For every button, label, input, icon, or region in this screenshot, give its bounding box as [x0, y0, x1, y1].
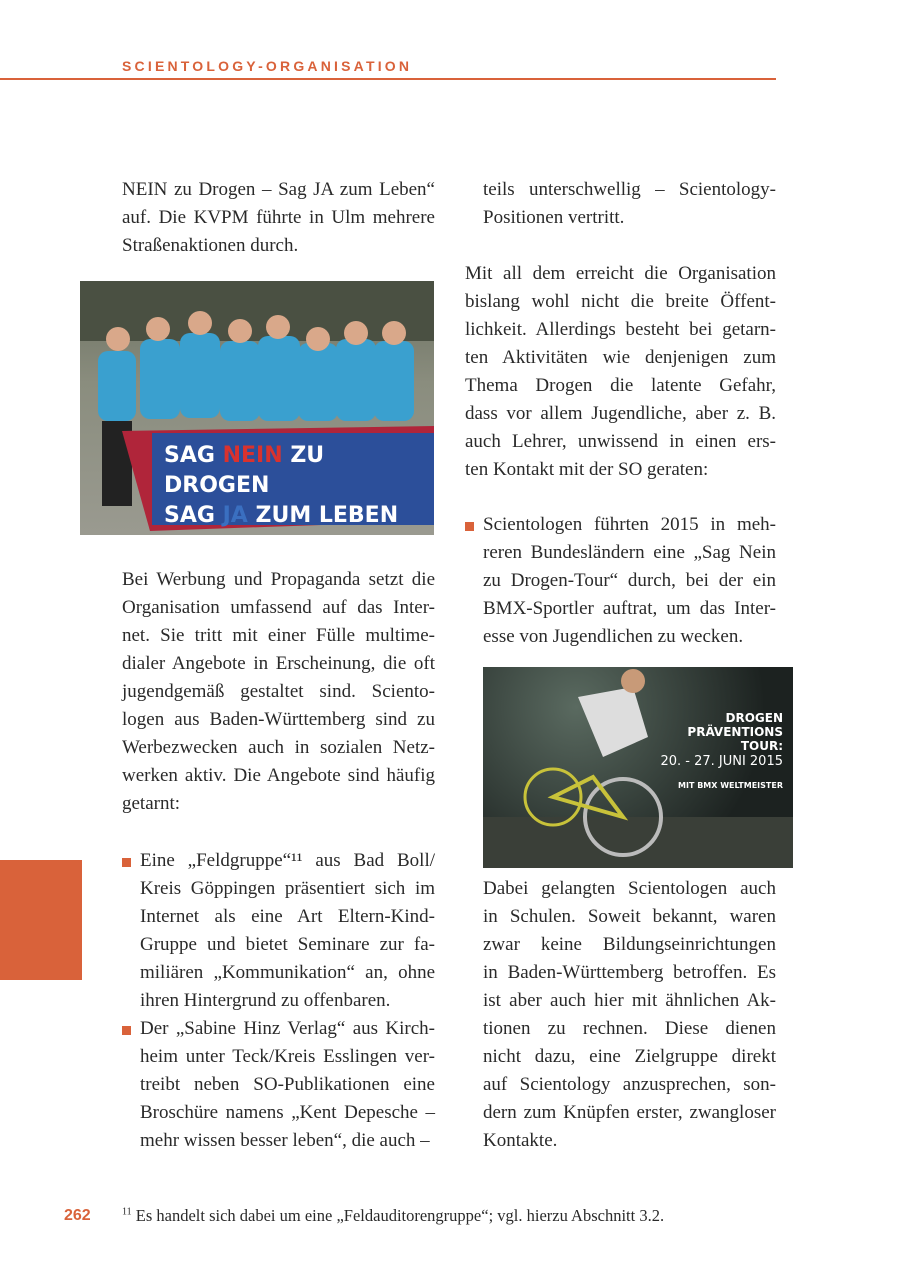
text-line: Eine „Feldgruppe“¹¹ aus Bad Boll/: [140, 850, 435, 871]
text-line: Organisation umfassend auf das Inter-: [122, 597, 435, 618]
text-line: zu Drogen-Tour“ durch, bei der ein: [483, 570, 776, 591]
text-line: heim unter Teck/Kreis Esslingen ver-: [140, 1046, 435, 1067]
banner-text: SAG: [164, 503, 215, 528]
footnote-text: Es handelt sich dabei um eine „Feldauditorengruppe“; vgl. hierzu Abschnitt 3.2.: [135, 1206, 665, 1225]
bullet-marker: [122, 1026, 131, 1035]
right-paragraph-1: [465, 260, 776, 484]
running-title: SCIENTOLOGY-ORGANISATION: [122, 58, 413, 74]
text-line: Mit all dem erreicht die Organisation: [465, 263, 776, 284]
left-paragraph: [122, 566, 435, 818]
text-line: ihren Hintergrund zu offenbaren.: [140, 990, 391, 1011]
side-tab-marker: [0, 860, 82, 980]
text-line: ist aber auch hier mit ähnlichen Ak-: [483, 990, 776, 1011]
banner-text: JA: [222, 503, 248, 528]
text-line: zwar keine Bildungseinrichtungen: [483, 934, 776, 955]
text-line: Scientologen führten 2015 in meh-: [483, 514, 776, 535]
text-line: Werbezwecken auch in sozialen Netz-: [122, 737, 435, 758]
left-bullet-2: [140, 1015, 435, 1155]
text-line: dern zum Knüpfen erster, zwangloser: [483, 1102, 776, 1123]
text-line: tionen zu rechnen. Diese dienen: [483, 1018, 776, 1039]
banner-text: SAG: [164, 443, 215, 468]
text-line: jugendgemäß gestaltet sind. Sciento-: [122, 681, 435, 702]
bullet-marker: [465, 522, 474, 531]
text-line: NEIN zu Drogen – Sag JA zum Leben“: [122, 179, 435, 200]
text-line: nicht dazu, eine Zielgruppe direkt: [483, 1046, 776, 1067]
text-line: teils unterschwellig – Scientology-: [483, 179, 776, 200]
poster-text: PRÄVENTIONS: [687, 725, 783, 739]
right-paragraph-2: [483, 875, 776, 1155]
text-line: Internet als eine Art Eltern-Kind-: [140, 906, 435, 927]
bullet-marker: [122, 858, 131, 867]
right-continuation: [483, 176, 776, 232]
text-line: Bei Werbung und Propaganda setzt die: [122, 569, 435, 590]
text-line: ten Kontakt mit der SO geraten:: [465, 459, 709, 480]
text-line: auch Lehrer, unwissend in einen ers-: [465, 431, 776, 452]
text-line: Kreis Göppingen präsentiert sich im: [140, 878, 435, 899]
text-line: bislang wohl nicht die breite Öffent-: [465, 291, 776, 312]
text-line: ten Aktivitäten wie denjenigen zum: [465, 347, 776, 368]
poster-text: DROGEN: [725, 711, 783, 725]
text-line: dialer Angebote in Erscheinung, die oft: [122, 653, 435, 674]
photo-info-stand: [80, 281, 434, 535]
banner-text: NEIN: [222, 443, 283, 468]
text-line: Thema Drogen die latente Gefahr,: [465, 375, 776, 396]
left-bullet-1: [140, 847, 435, 1015]
left-intro: [122, 176, 435, 260]
text-line: Dabei gelangten Scientologen auch: [483, 878, 776, 899]
header-rule: [0, 78, 776, 80]
page-number: 262: [64, 1207, 91, 1224]
text-line: miliären „Kommunikation“ an, ohne: [140, 962, 435, 983]
text-line: in Schulen. Soweit bekannt, waren: [483, 906, 776, 927]
text-line: treibt neben SO-Publikationen eine: [140, 1074, 435, 1095]
text-line: auf. Die KVPM führte in Ulm mehrere: [122, 207, 435, 228]
text-line: lichkeit. Allerdings besteht bei getarn-: [465, 319, 776, 340]
banner-text: ZU DROGEN: [164, 443, 325, 498]
text-line: esse von Jugendlichen zu wecken.: [483, 626, 744, 647]
text-line: getarnt:: [122, 793, 181, 814]
footnote-mark: 11: [122, 1206, 132, 1218]
text-line: logen aus Baden-Württemberg sind zu: [122, 709, 435, 730]
poster-text: 20. - 27. JUNI 2015: [660, 754, 783, 769]
text-line: Broschüre namens „Kent Depesche –: [140, 1102, 435, 1123]
right-bullet-1: [483, 511, 776, 651]
text-line: Der „Sabine Hinz Verlag“ aus Kirch-: [140, 1018, 435, 1039]
banner-text: ZUM LEBEN: [255, 503, 399, 528]
poster-text: TOUR:: [740, 739, 783, 753]
text-line: net. Sie tritt mit einer Fülle multime-: [122, 625, 435, 646]
text-line: werken aktiv. Die Angebote sind häufig: [122, 765, 435, 786]
footnote: [122, 1206, 664, 1226]
poster-text: MIT BMX WELTMEISTER: [678, 781, 783, 790]
text-line: BMX-Sportler auftrat, um das Inter-: [483, 598, 776, 619]
text-line: Gruppe und bietet Seminare zur fa-: [140, 934, 435, 955]
text-line: auf Scientology anzusprechen, son-: [483, 1074, 776, 1095]
text-line: Kontakte.: [483, 1130, 558, 1151]
text-line: mehr wissen besser leben“, die auch –: [140, 1130, 430, 1151]
text-line: reren Bundesländern eine „Sag Nein: [483, 542, 776, 563]
poster-bmx-tour: [483, 667, 793, 868]
text-line: dass vor allem Jugendliche, aber z. B.: [465, 403, 776, 424]
text-line: in Baden-Württemberg betroffen. Es: [483, 962, 776, 983]
text-line: Straßenaktionen durch.: [122, 235, 299, 256]
text-line: Positionen vertritt.: [483, 207, 625, 228]
